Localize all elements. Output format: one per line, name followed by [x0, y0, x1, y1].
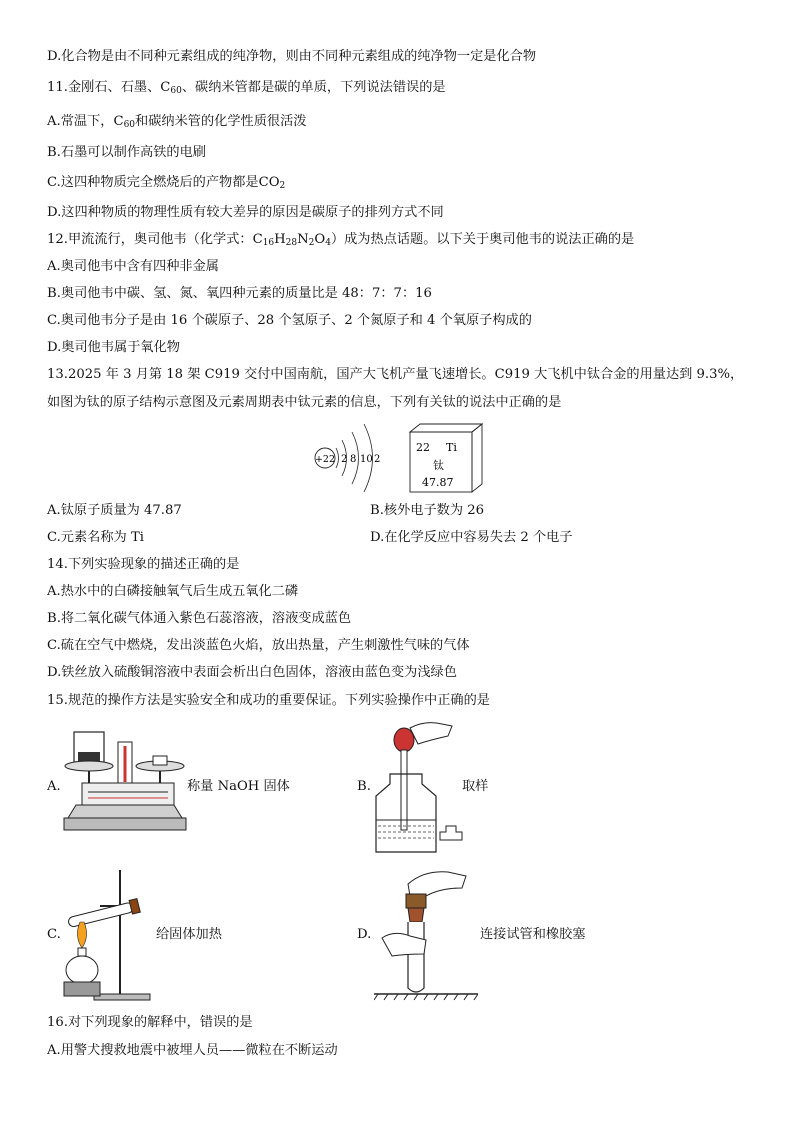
- q11a-b: 和碳纳米管的化学性质很活泼: [135, 114, 307, 129]
- q12-stem: [47, 231, 634, 252]
- q12-m3: O: [314, 232, 326, 247]
- q15a-text: 称量 NaOH 固体: [187, 779, 290, 794]
- q14-option-d: D.铁丝放入硫酸铜溶液中表面会析出白色固体，溶液由蓝色变为浅绿色: [47, 665, 457, 680]
- q11a-a: A.常温下，C: [47, 114, 124, 129]
- q16-stem: 16.对下列现象的解释中，错误的是: [47, 1015, 253, 1030]
- q15b-letter: B.: [357, 779, 371, 794]
- element-number: 22: [416, 441, 430, 454]
- q15-stem: 15.规范的操作方法是实验安全和成功的重要保证。下列实验操作中正确的是: [47, 693, 490, 708]
- element-symbol: Ti: [446, 441, 457, 454]
- q11-stem-sub: 60: [170, 86, 182, 96]
- q14-option-c: C.硫在空气中燃烧，发出淡蓝色火焰，放出热量，产生刺激性气味的气体: [47, 638, 470, 653]
- q12-m1: H: [274, 232, 286, 247]
- q11-option-b: B.石墨可以制作高铁的电刷: [47, 145, 206, 160]
- q14-option-a: A.热水中的白磷接触氧气后生成五氧化二磷: [47, 584, 299, 599]
- q11-option-d: D.这四种物质的物理性质有较大差异的原因是碳原子的排列方式不同: [47, 205, 444, 220]
- q12-option-c: C.奥司他韦分子是由 16 个碳原子、28 个氢原子、2 个氮原子和 4 个氧原子构成的: [47, 313, 532, 328]
- q15d-text: 连接试管和橡胶塞: [480, 927, 586, 942]
- q12-option-d: D.奥司他韦属于氧化物: [47, 340, 180, 355]
- q11-stem-a: 11.金刚石、石墨、C: [47, 80, 171, 95]
- q14-option-b: B.将二氧化碳气体通入紫色石蕊溶液，溶液变成蓝色: [47, 611, 352, 626]
- q15c-text: 给固体加热: [156, 927, 222, 942]
- q15b-text: 取样: [462, 779, 489, 794]
- q12-option-a: A.奥司他韦中含有四种非金属: [47, 259, 219, 274]
- q15c-letter: C.: [47, 927, 61, 942]
- element-name: 钛: [433, 459, 444, 472]
- q11-stem: [47, 79, 446, 100]
- q11a-sub: 60: [123, 120, 136, 130]
- heating-figure: [60, 866, 152, 1004]
- q11c-sub: 2: [279, 181, 286, 191]
- q13-option-c: C.元素名称为 Ti: [47, 530, 144, 545]
- q16-option-a: A.用警犬搜救地震中被埋人员——微粒在不断运动: [47, 1043, 338, 1058]
- stopper-figure: [374, 862, 478, 1004]
- q12-a: 12.甲流流行，奥司他韦（化学式：C: [47, 232, 263, 247]
- q12-m2: N: [297, 232, 309, 247]
- element-mass: 47.87: [422, 476, 454, 489]
- titanium-element-cell: [408, 422, 484, 494]
- q12-s4: 4: [325, 238, 331, 248]
- atom-nucleus-label: +22: [314, 454, 336, 465]
- q11-option-a: [47, 113, 306, 134]
- atom-shell-3: 10: [360, 454, 373, 465]
- q15a-letter: A.: [47, 779, 61, 794]
- q13-stem-line2: 如图为钛的原子结构示意图及元素周期表中钛元素的信息，下列有关钛的说法中正确的是: [47, 395, 562, 410]
- q12-option-b: B.奥司他韦中碳、氢、氮、氧四种元素的质量比是 48：7：7：16: [47, 286, 432, 301]
- q13-option-b: B.核外电子数为 26: [370, 503, 484, 518]
- q13-option-a: A.钛原子质量为 47.87: [47, 503, 182, 518]
- atom-shell-2: 8: [350, 454, 357, 465]
- q12-s2: 28: [285, 238, 298, 248]
- q11c-a: C.这四种物质完全燃烧后的产物都是CO: [47, 175, 280, 190]
- q14-stem: 14.下列实验现象的描述正确的是: [47, 557, 240, 572]
- balance-figure: [60, 728, 190, 838]
- q12-b: ）成为热点话题。以下关于奥司他韦的说法正确的是: [330, 232, 635, 247]
- q11-option-c: [47, 174, 285, 195]
- q13-option-d: D.在化学反应中容易失去 2 个电子: [370, 530, 573, 545]
- q11-stem-b: 、碳纳米管都是碳的单质，下列说法错误的是: [181, 80, 446, 95]
- atom-shell-1: 2: [341, 454, 348, 465]
- dropper-figure: [370, 714, 470, 856]
- q10-option-d: D.化合物是由不同种元素组成的纯净物，则由不同种元素组成的纯净物一定是化合物: [47, 49, 537, 64]
- q13-stem-line1: 13.2025 年 3 月第 18 架 C919 交付中国南航，国产大飞机产量飞速增长。C919 大飞机中钛合金的用量达到 9.3%，: [47, 367, 744, 382]
- q12-s3: 2: [308, 238, 315, 248]
- q15d-letter: D.: [357, 927, 372, 942]
- titanium-atom-diagram: [310, 418, 400, 496]
- q12-s1: 16: [262, 238, 275, 248]
- atom-shell-4: 2: [374, 454, 381, 465]
